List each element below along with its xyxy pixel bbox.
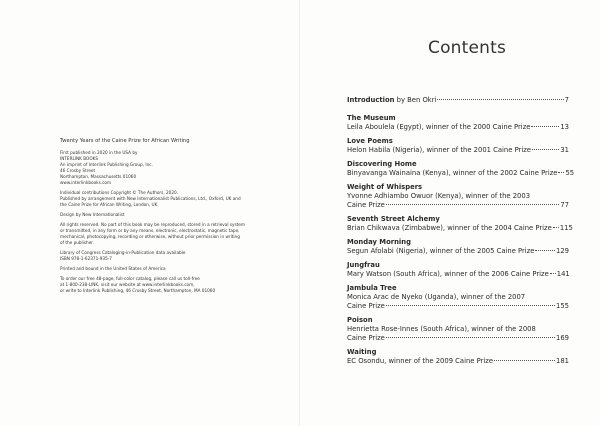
page-number: 13 — [560, 123, 569, 131]
author-line: Leila Aboulela (Egypt), winner of the 2000 Caine Prize — [347, 123, 531, 131]
story-title: Weight of Whispers — [347, 183, 423, 191]
toc-entry[interactable] — [347, 215, 573, 233]
toc-entry[interactable] — [347, 160, 575, 178]
leader-dots — [550, 272, 556, 274]
leader-dots — [558, 171, 564, 173]
author-line-cont: Caine Prize — [347, 201, 385, 209]
table-of-contents — [347, 96, 575, 371]
story-title: Poison — [347, 316, 373, 324]
leader-dots — [386, 203, 559, 205]
story-title: Love Poems — [347, 137, 393, 145]
leader-dots — [553, 226, 559, 228]
author-line-cont: Caine Prize — [347, 302, 385, 310]
page-number: 55 — [565, 169, 575, 177]
author-line: Henrietta Rose-Innes (South Africa), winner of the 2008 — [347, 325, 536, 333]
page-number: 169 — [556, 334, 569, 342]
author-line: Brian Chikwava (Zimbabwe), winner of the 2004 Caine Prize — [347, 224, 552, 232]
author-line: Binyavanga Wainaina (Kenya), winner of the 2002 Caine Prize — [347, 169, 558, 177]
rights-statement: All rights reserved. No part of this book may be reproduced, stored in a retrieval system or transmitted, in any form or by any means, electronic, electrostatic, magnetic tape, mechanical, photocopying, recording or otherwise, without prior permission in writing of the publisher. — [60, 222, 245, 245]
toc-introduction[interactable] — [347, 96, 569, 105]
design-credit: Design by New Internationalist — [60, 212, 125, 217]
toc-entry[interactable] — [347, 284, 569, 311]
story-title: Seventh Street Alchemy — [347, 215, 440, 223]
story-title: Jungfrau — [347, 261, 380, 269]
page-number: 7 — [564, 96, 569, 104]
leader-dots — [437, 98, 563, 100]
story-title: Monday Morning — [347, 238, 411, 246]
author-line: Segun Afolabi (Nigeria), winner of the 2005 Caine Prize — [347, 247, 535, 255]
story-title: The Museum — [347, 114, 396, 122]
printed-notice: Printed and bound in the United States of America — [60, 266, 166, 271]
page-number: 115 — [559, 224, 573, 232]
toc-entry[interactable] — [347, 261, 569, 279]
page-number: 141 — [556, 270, 570, 278]
author-line-cont: Caine Prize — [347, 334, 385, 342]
author-line: EC Osondu, winner of the 2009 Caine Prize — [347, 357, 494, 365]
leader-dots — [386, 336, 555, 338]
leader-dots — [386, 304, 555, 306]
copyright-page — [60, 138, 300, 298]
leader-dots — [494, 359, 555, 361]
page-number: 31 — [560, 146, 569, 154]
page-number: 129 — [556, 247, 569, 255]
publisher-block: First published in 2020 in the USA by INTERLINK BOOKS An imprint of Interlink Publishing Group, Inc. 46 Crosby Street Northampton, Massachusetts 01060 www.interlinkbooks.com — [60, 150, 153, 185]
story-title: Discovering Home — [347, 160, 417, 168]
story-title: Jambula Tree — [347, 284, 397, 292]
leader-dots — [531, 125, 559, 127]
author-line: Yvonne Adhiambo Owuor (Kenya), winner of the 2003 — [347, 192, 531, 200]
author-line: Mary Watson (South Africa), winner of the 2006 Caine Prize — [347, 270, 549, 278]
catalog-data: Library of Congress Cataloging-in-Publication data available ISBN 978-1-62371-935-7 — [60, 250, 186, 261]
introduction-author: by Ben Okri — [394, 96, 437, 104]
leader-dots — [535, 249, 555, 251]
leader-dots — [532, 148, 559, 150]
toc-entry[interactable] — [347, 238, 569, 256]
author-line: Helon Habila (Nigeria), winner of the 2001 Caine Prize — [347, 146, 531, 154]
copyright-notice: Individual contributions Copyright © The Authors, 2020. Published by arrangement with New Internationalist Publications, Ltd., Oxford, UK and the Caine Prize for African Writing, London, UK — [60, 190, 241, 207]
toc-entry[interactable] — [347, 183, 569, 210]
story-title: Waiting — [347, 348, 377, 356]
toc-entry[interactable] — [347, 137, 569, 155]
author-line: Monica Arac de Nyeko (Uganda), winner of the 2007 — [347, 293, 526, 301]
contents-heading: Contents — [428, 38, 507, 58]
toc-entry[interactable] — [347, 114, 569, 132]
page-number: 155 — [556, 302, 569, 310]
introduction-label: Introduction — [347, 96, 395, 104]
page-number: 181 — [556, 357, 569, 365]
toc-entry[interactable] — [347, 348, 569, 366]
book-title: Twenty Years of the Caine Prize for African Writing — [60, 138, 190, 144]
page-number: 77 — [560, 201, 569, 209]
toc-entry[interactable] — [347, 316, 569, 343]
ordering-info: To order our free 48-page, full-color catalog, please call us toll-free at 1-800-238-LINK, visit our website at www.interlinkbooks.com, or write to Interlink Publishing, 46 Crosby Street, Northampton, MA 01060 — [60, 276, 216, 293]
